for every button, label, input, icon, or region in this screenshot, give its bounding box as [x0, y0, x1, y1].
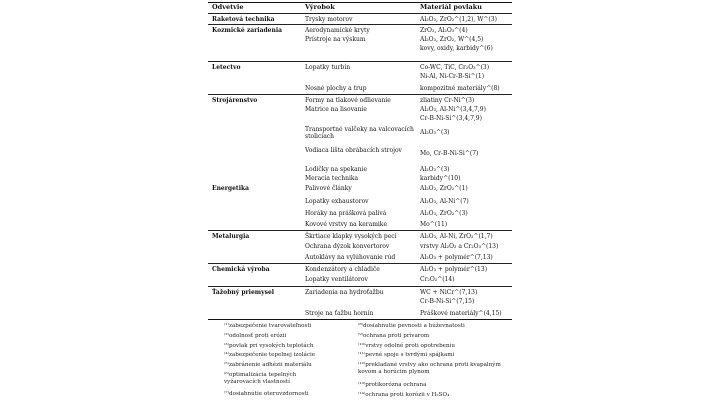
material-cell: ZrO₂, Al₂O₃^(4) [420, 27, 468, 34]
footnote: ⁽⁵⁾zabránenie adhézii materiálu [224, 362, 312, 368]
product-cell: Horáky na prášková palivá [305, 210, 387, 217]
footnote: ⁽⁶⁾optimalizácia tepelných vyžarovacích vlastností [224, 372, 297, 385]
footnote: ⁽⁹⁾ochrana proti prívarom [358, 333, 430, 339]
header-product: Výrobok [305, 3, 335, 11]
sector-cell: Chemická výroba [212, 266, 270, 273]
product-cell: Škrtiace klapky vysokých pecí [305, 233, 397, 240]
sector-cell: Energetika [212, 185, 250, 192]
product-cell: Meracia technika [305, 175, 359, 182]
group-rule [208, 230, 512, 231]
document-table [208, 0, 512, 405]
footnote: ⁽¹⁴⁾ochrana proti korózii v H₂SO₄ [358, 392, 450, 398]
table-rule-header [208, 13, 512, 14]
material-cell: kompozitné materiály^(8) [420, 85, 500, 92]
material-cell: Ni-Al, Ni-Cr-B-Si^(1) [420, 73, 485, 80]
material-cell: Cr-B-Ni-Si^(3,4,7,9) [420, 115, 482, 122]
product-cell: Zariadenia na hydroťažbu [305, 289, 384, 296]
material-cell: Al₂O₃, ZrO₂^(1,2), W^(3) [420, 16, 497, 23]
sector-cell: Ťažobný priemysel [212, 289, 275, 296]
material-cell: Al₂O₃^(3) [420, 129, 450, 136]
sector-cell: Kozmické zariadenia [212, 27, 283, 34]
material-cell: Al₂O₃, Al-Ni, ZrO₂^(1,7) [420, 233, 493, 240]
footnote: ⁽⁷⁾dosiahnutie oteruvzdornosti [224, 391, 309, 397]
material-cell: Cr-B-Ni-Si^(7,15) [420, 298, 475, 305]
material-cell: Al₂O₃ + polymér^(13) [420, 266, 488, 273]
product-cell: Trysky motorov [305, 16, 353, 23]
material-cell: zliatiny Cr-Ni^(3) [420, 97, 475, 104]
material-cell: karbidy^(10) [420, 175, 461, 182]
footnote: ⁽¹⁰⁾vrstvy odolné proti opotrebeniu [358, 343, 455, 349]
product-cell: Aerodynamické kryty [305, 27, 370, 34]
header-material: Materiál povlaku [420, 3, 482, 11]
product-cell: Transportné valčeky na valcovacích stoliciach [305, 126, 414, 140]
product-cell: Lopatky exhaustorov [305, 198, 369, 205]
material-cell: Al₂O₃^(3) [420, 166, 450, 173]
group-rule [208, 94, 512, 95]
footnote: ⁽¹³⁾protikorózna ochrana [358, 382, 427, 388]
product-cell: Lopatky ventilátorov [305, 276, 368, 283]
material-cell: Al₂O₃ + polymér^(7,13) [420, 254, 493, 261]
material-cell: Al₂O₃, Al-Ni^(3,4,7,9) [420, 106, 486, 113]
product-cell: Ochrana dýzok konvertorov [305, 243, 390, 250]
material-cell: Práškové materiály^(4,15) [420, 310, 502, 317]
product-cell: Formy na tlakové odlievanie [305, 97, 391, 104]
product-cell: Stroje na ťažbu hornín [305, 310, 374, 317]
footnote: ⁽⁸⁾dosiahnutie pevnosti a húževnatosti [358, 323, 465, 329]
product-cell: Palivové články [305, 185, 352, 192]
footnote: ⁽¹⁾zabezpečenie tvarovateľnosti [224, 323, 312, 329]
footnote: ⁽²⁾odolnosť proti erózii [224, 333, 287, 339]
group-rule [208, 24, 512, 25]
material-cell: Co-WC, TiC, Cr₂O₃^(3) [420, 64, 490, 71]
product-cell: Lopatky turbín [305, 64, 351, 71]
sector-cell: Metalurgia [212, 233, 250, 240]
material-cell: Al₂O₃, ZrO₂^(3) [420, 210, 468, 217]
product-cell: Matrice na lisovanie [305, 106, 367, 113]
material-cell: kovy, oxidy, karbidy^(6) [420, 45, 493, 52]
header-sector: Odvetvie [212, 3, 244, 11]
footnote: ⁽¹²⁾prekladané vrstvy ako ochrana proti kvapalným kovom a horúcim plynom [358, 362, 501, 375]
material-cell: vrstvy Al₂O₃ a Cr₂O₃^(13) [420, 243, 499, 250]
material-cell: WC + NiCr^(7,13) [420, 289, 478, 296]
sector-cell: Raketová technika [212, 16, 275, 23]
material-cell: Al₂O₃, Al-Ni^(7) [420, 198, 469, 205]
sector-cell: Strojárenstvo [212, 97, 258, 104]
sector-cell: Letectvo [212, 64, 241, 71]
product-cell: Lodičky na spekanie [305, 166, 368, 173]
material-cell: Al₂O₃, ZrO₂, W^(4,5) [420, 36, 484, 43]
group-rule [208, 263, 512, 264]
material-cell: Mo, Cr-B-Ni-Si^(7) [420, 150, 479, 157]
product-cell: Prístroje na výskum [305, 36, 366, 43]
table-rule-bottom [208, 319, 512, 320]
product-cell: Kondenzátory a chladiče [305, 266, 380, 273]
product-cell: Vodiaca lišta obrábacích strojov [305, 147, 402, 154]
footnote: ⁽³⁾povlak pri vysokých teplotách [224, 343, 314, 349]
product-cell: Autoklávy na vylúhovanie rúd [305, 254, 396, 261]
material-cell: Mo^(11) [420, 221, 448, 228]
product-cell: Nosné plochy a trup [305, 85, 367, 92]
group-rule [208, 61, 512, 62]
material-cell: Al₂O₃, ZrO₂^(1) [420, 185, 468, 192]
footnote: ⁽¹¹⁾pevné spoje s tvrdými spájkami [358, 352, 455, 358]
material-cell: Cr₂O₃^(14) [420, 276, 455, 283]
product-cell: Kovové vrstvy na keramike [305, 221, 387, 228]
group-rule [208, 286, 512, 287]
footnote: ⁽⁴⁾zabezpečenie tepelnej izolácie [224, 352, 316, 358]
